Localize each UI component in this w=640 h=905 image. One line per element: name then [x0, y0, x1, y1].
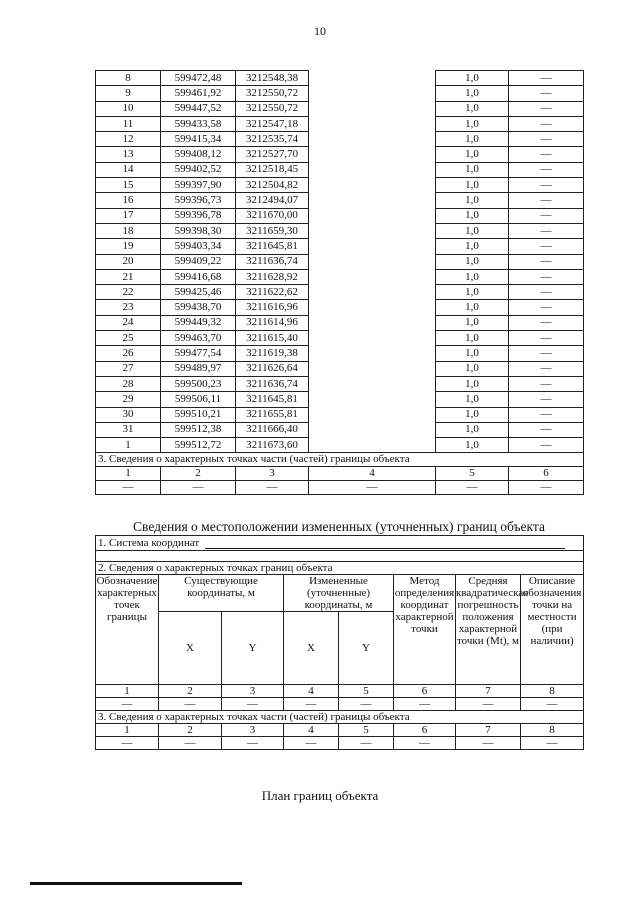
- header-y-existing: Y: [222, 612, 284, 685]
- y-coordinate-cell: 3212547,18: [236, 116, 309, 131]
- point-number-cell: 8: [96, 71, 161, 86]
- x-coordinate-cell: 599402,52: [161, 162, 236, 177]
- y-coordinate-cell: 3212550,72: [236, 86, 309, 101]
- point-number-cell: 24: [96, 315, 161, 330]
- description-cell: —: [509, 300, 584, 315]
- y-coordinate-cell: 3211673,60: [236, 438, 309, 453]
- point-number-cell: 13: [96, 147, 161, 162]
- gap-cell: [309, 331, 436, 346]
- column-number: 5: [339, 724, 394, 737]
- table-row: [96, 254, 584, 269]
- x-coordinate-cell: 599416,68: [161, 269, 236, 284]
- description-cell: —: [509, 162, 584, 177]
- y-coordinate-cell: 3211626,64: [236, 361, 309, 376]
- description-cell: —: [509, 223, 584, 238]
- error-value-cell: 1,0: [436, 361, 509, 376]
- error-value-cell: 1,0: [436, 239, 509, 254]
- description-cell: —: [509, 101, 584, 116]
- gap-cell: [309, 300, 436, 315]
- point-number-cell: 16: [96, 193, 161, 208]
- error-value-cell: 1,0: [436, 331, 509, 346]
- y-coordinate-cell: 3211619,38: [236, 346, 309, 361]
- column-number: 4: [309, 467, 436, 481]
- error-value-cell: 1,0: [436, 346, 509, 361]
- description-cell: —: [509, 116, 584, 131]
- y-coordinate-cell: 3211659,30: [236, 223, 309, 238]
- column-number: 4: [284, 724, 339, 737]
- empty-row: [96, 551, 584, 562]
- table-row: [96, 223, 584, 238]
- x-coordinate-cell: 599408,12: [161, 147, 236, 162]
- description-cell: —: [509, 346, 584, 361]
- column-number: 1: [96, 467, 161, 481]
- gap-cell: [309, 254, 436, 269]
- error-value-cell: 1,0: [436, 315, 509, 330]
- dash-cell: —: [236, 481, 309, 495]
- description-cell: —: [509, 315, 584, 330]
- table-row: [96, 86, 584, 101]
- gap-cell: [309, 315, 436, 330]
- point-number-cell: 9: [96, 86, 161, 101]
- header-changed-coords: Измененные (уточненные) координаты, м: [284, 575, 394, 612]
- description-cell: —: [509, 331, 584, 346]
- dash-cell: —: [284, 737, 339, 750]
- dash-cell: —: [96, 698, 159, 711]
- point-number-cell: 18: [96, 223, 161, 238]
- dash-cell: —: [456, 737, 521, 750]
- dash-cell: —: [394, 698, 456, 711]
- header-y-changed: Y: [339, 612, 394, 685]
- changed-boundaries-table: [95, 535, 584, 750]
- y-coordinate-cell: 3211670,00: [236, 208, 309, 223]
- table-row: [96, 132, 584, 147]
- description-cell: —: [509, 132, 584, 147]
- point-number-cell: 27: [96, 361, 161, 376]
- x-coordinate-cell: 599472,48: [161, 71, 236, 86]
- error-value-cell: 1,0: [436, 193, 509, 208]
- column-number: 8: [521, 724, 584, 737]
- page-number: 10: [314, 24, 326, 38]
- description-cell: —: [509, 269, 584, 284]
- header-existing-coords: Существующие координаты, м: [159, 575, 284, 612]
- column-number: 4: [284, 685, 339, 698]
- dash-cell: —: [436, 481, 509, 495]
- dash-cell: —: [456, 698, 521, 711]
- description-cell: —: [509, 361, 584, 376]
- y-coordinate-cell: 3212518,45: [236, 162, 309, 177]
- error-value-cell: 1,0: [436, 438, 509, 453]
- dash-cell: —: [161, 481, 236, 495]
- y-coordinate-cell: 3212494,07: [236, 193, 309, 208]
- dash-cell: —: [222, 698, 284, 711]
- table-row: [96, 147, 584, 162]
- point-number-cell: 28: [96, 376, 161, 391]
- gap-cell: [309, 86, 436, 101]
- header-x-existing: X: [159, 612, 222, 685]
- table-row: [96, 269, 584, 284]
- gap-cell: [309, 193, 436, 208]
- error-value-cell: 1,0: [436, 101, 509, 116]
- column-number: 5: [339, 685, 394, 698]
- x-coordinate-cell: 599461,92: [161, 86, 236, 101]
- gap-cell: [309, 392, 436, 407]
- x-coordinate-cell: 599425,46: [161, 285, 236, 300]
- gap-cell: [309, 376, 436, 391]
- description-cell: —: [509, 71, 584, 86]
- column-number: 3: [222, 724, 284, 737]
- table-row: [96, 392, 584, 407]
- error-value-cell: 1,0: [436, 132, 509, 147]
- column-number: 5: [436, 467, 509, 481]
- point-number-cell: 19: [96, 239, 161, 254]
- header-error: Средняя квадратическая погрешность положения характерной точки (Mt), м: [456, 575, 521, 685]
- section-3-title: 3. Сведения о характерных точках части (частей) границы объекта: [96, 711, 584, 724]
- gap-cell: [309, 361, 436, 376]
- x-coordinate-cell: 599512,72: [161, 438, 236, 453]
- table-row: [96, 361, 584, 376]
- point-number-cell: 12: [96, 132, 161, 147]
- column-number: 6: [394, 685, 456, 698]
- gap-cell: [309, 132, 436, 147]
- table-row: [96, 239, 584, 254]
- y-coordinate-cell: 3212527,70: [236, 147, 309, 162]
- y-coordinate-cell: 3211636,74: [236, 254, 309, 269]
- error-value-cell: 1,0: [436, 208, 509, 223]
- column-number: 2: [159, 724, 222, 737]
- gap-cell: [309, 162, 436, 177]
- x-coordinate-cell: 599447,52: [161, 101, 236, 116]
- table-row: [96, 71, 584, 86]
- description-cell: —: [509, 392, 584, 407]
- y-coordinate-cell: 3211655,81: [236, 407, 309, 422]
- point-number-cell: 23: [96, 300, 161, 315]
- point-number-cell: 25: [96, 331, 161, 346]
- error-value-cell: 1,0: [436, 178, 509, 193]
- x-coordinate-cell: 599438,70: [161, 300, 236, 315]
- point-number-cell: 21: [96, 269, 161, 284]
- table-row: [96, 315, 584, 330]
- column-number: 2: [159, 685, 222, 698]
- error-value-cell: 1,0: [436, 285, 509, 300]
- column-number: 3: [236, 467, 309, 481]
- x-coordinate-cell: 599506,11: [161, 392, 236, 407]
- table-row: [96, 162, 584, 177]
- table-row: [96, 300, 584, 315]
- error-value-cell: 1,0: [436, 147, 509, 162]
- error-value-cell: 1,0: [436, 254, 509, 269]
- x-coordinate-cell: 599396,73: [161, 193, 236, 208]
- point-number-cell: 15: [96, 178, 161, 193]
- table-row: [96, 116, 584, 131]
- table-row: [96, 208, 584, 223]
- point-number-cell: 20: [96, 254, 161, 269]
- description-cell: —: [509, 376, 584, 391]
- error-value-cell: 1,0: [436, 422, 509, 437]
- y-coordinate-cell: 3211616,96: [236, 300, 309, 315]
- dash-cell: —: [521, 737, 584, 750]
- gap-cell: [309, 285, 436, 300]
- description-cell: —: [509, 86, 584, 101]
- description-cell: —: [509, 208, 584, 223]
- table-row: [96, 422, 584, 437]
- x-coordinate-cell: 599398,30: [161, 223, 236, 238]
- point-number-cell: 22: [96, 285, 161, 300]
- y-coordinate-cell: 3212550,72: [236, 101, 309, 116]
- error-value-cell: 1,0: [436, 407, 509, 422]
- error-value-cell: 1,0: [436, 376, 509, 391]
- section-3-title: 3. Сведения о характерных точках части (частей) границы объекта: [96, 453, 584, 467]
- x-coordinate-cell: 599463,70: [161, 331, 236, 346]
- point-number-cell: 29: [96, 392, 161, 407]
- dash-cell: —: [309, 481, 436, 495]
- table-row: [96, 346, 584, 361]
- table-row: [96, 101, 584, 116]
- dash-cell: —: [339, 737, 394, 750]
- dash-cell: —: [159, 737, 222, 750]
- error-value-cell: 1,0: [436, 223, 509, 238]
- table-row: [96, 193, 584, 208]
- description-cell: —: [509, 239, 584, 254]
- gap-cell: [309, 239, 436, 254]
- column-number: 8: [521, 685, 584, 698]
- section-2-title: 2. Сведения о характерных точках границ объекта: [96, 562, 584, 575]
- coordinate-system-line: [205, 538, 565, 549]
- dash-cell: —: [509, 481, 584, 495]
- point-number-cell: 1: [96, 438, 161, 453]
- x-coordinate-cell: 599433,58: [161, 116, 236, 131]
- y-coordinate-cell: 3211628,92: [236, 269, 309, 284]
- x-coordinate-cell: 599397,90: [161, 178, 236, 193]
- x-coordinate-cell: 599415,34: [161, 132, 236, 147]
- dash-cell: —: [96, 737, 159, 750]
- point-number-cell: 26: [96, 346, 161, 361]
- gap-cell: [309, 438, 436, 453]
- y-coordinate-cell: 3211622,62: [236, 285, 309, 300]
- y-coordinate-cell: 3212548,38: [236, 71, 309, 86]
- gap-cell: [309, 422, 436, 437]
- y-coordinate-cell: 3212535,74: [236, 132, 309, 147]
- y-coordinate-cell: 3211666,40: [236, 422, 309, 437]
- y-coordinate-cell: 3211645,81: [236, 239, 309, 254]
- point-number-cell: 17: [96, 208, 161, 223]
- dash-cell: —: [521, 698, 584, 711]
- gap-cell: [309, 269, 436, 284]
- x-coordinate-cell: 599409,22: [161, 254, 236, 269]
- column-number: 7: [456, 724, 521, 737]
- description-cell: —: [509, 285, 584, 300]
- y-coordinate-cell: 3212504,82: [236, 178, 309, 193]
- column-number: 6: [394, 724, 456, 737]
- point-number-cell: 30: [96, 407, 161, 422]
- error-value-cell: 1,0: [436, 392, 509, 407]
- gap-cell: [309, 116, 436, 131]
- header-method: Метод определения координат характерной точки: [394, 575, 456, 685]
- dash-cell: —: [339, 698, 394, 711]
- table-row: [96, 285, 584, 300]
- y-coordinate-cell: 3211614,96: [236, 315, 309, 330]
- description-cell: —: [509, 422, 584, 437]
- x-coordinate-cell: 599403,34: [161, 239, 236, 254]
- footer-line: [30, 882, 242, 885]
- column-number: 7: [456, 685, 521, 698]
- gap-cell: [309, 407, 436, 422]
- x-coordinate-cell: 599489,97: [161, 361, 236, 376]
- dash-cell: —: [96, 481, 161, 495]
- gap-cell: [309, 101, 436, 116]
- description-cell: —: [509, 178, 584, 193]
- table-row: [96, 331, 584, 346]
- error-value-cell: 1,0: [436, 162, 509, 177]
- gap-cell: [309, 223, 436, 238]
- table-row: [96, 178, 584, 193]
- point-number-cell: 31: [96, 422, 161, 437]
- error-value-cell: 1,0: [436, 116, 509, 131]
- table-row: [96, 407, 584, 422]
- dash-cell: —: [159, 698, 222, 711]
- dash-cell: —: [394, 737, 456, 750]
- dash-cell: —: [284, 698, 339, 711]
- y-coordinate-cell: 3211636,74: [236, 376, 309, 391]
- y-coordinate-cell: 3211645,81: [236, 392, 309, 407]
- error-value-cell: 1,0: [436, 71, 509, 86]
- x-coordinate-cell: 599396,78: [161, 208, 236, 223]
- y-coordinate-cell: 3211615,40: [236, 331, 309, 346]
- header-designation: Обозначение характерных точек границы: [96, 575, 159, 685]
- description-cell: —: [509, 407, 584, 422]
- x-coordinate-cell: 599477,54: [161, 346, 236, 361]
- gap-cell: [309, 208, 436, 223]
- gap-cell: [309, 178, 436, 193]
- column-number: 3: [222, 685, 284, 698]
- x-coordinate-cell: 599500,23: [161, 376, 236, 391]
- section-heading: Сведения о местоположении измененных (уточненных) границ объекта: [133, 519, 545, 534]
- table-row: [96, 376, 584, 391]
- description-cell: —: [509, 193, 584, 208]
- table-row: [96, 438, 584, 453]
- point-number-cell: 10: [96, 101, 161, 116]
- section-1-row: [96, 536, 584, 551]
- point-number-cell: 11: [96, 116, 161, 131]
- column-number: 6: [509, 467, 584, 481]
- description-cell: —: [509, 147, 584, 162]
- gap-cell: [309, 346, 436, 361]
- point-number-cell: 14: [96, 162, 161, 177]
- description-cell: —: [509, 438, 584, 453]
- header-description: Описание обозначения точки на местности (при наличии): [521, 575, 584, 685]
- dash-cell: —: [222, 737, 284, 750]
- x-coordinate-cell: 599512,38: [161, 422, 236, 437]
- column-number: 1: [96, 724, 159, 737]
- gap-cell: [309, 71, 436, 86]
- section-1-title: 1. Система координат: [98, 537, 200, 549]
- description-cell: —: [509, 254, 584, 269]
- header-x-changed: X: [284, 612, 339, 685]
- x-coordinate-cell: 599449,32: [161, 315, 236, 330]
- error-value-cell: 1,0: [436, 86, 509, 101]
- error-value-cell: 1,0: [436, 300, 509, 315]
- error-value-cell: 1,0: [436, 269, 509, 284]
- column-number: 2: [161, 467, 236, 481]
- gap-cell: [309, 147, 436, 162]
- coordinates-table: [95, 70, 584, 495]
- column-number: 1: [96, 685, 159, 698]
- plan-title: План границ объекта: [261, 788, 379, 803]
- x-coordinate-cell: 599510,21: [161, 407, 236, 422]
